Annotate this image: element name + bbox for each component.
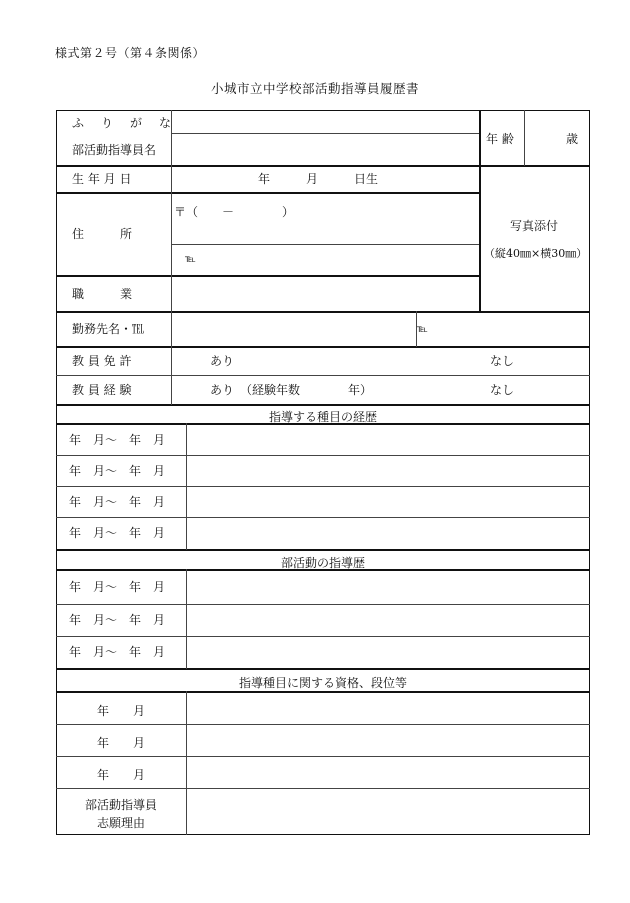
coaching-history-row-1: 年 月～ 年 月 [69,433,166,447]
coaching-history-row-4: 年 月～ 年 月 [69,526,166,540]
line-club-2 [56,636,590,637]
address-tel-divider [171,244,479,245]
line-coaching-3 [56,517,590,518]
line-qual-1 [56,724,590,725]
line-qual-2 [56,756,590,757]
qualification-row-2: 年 月 [96,736,145,750]
line-after-license [56,375,590,376]
line-after-name [56,165,590,167]
experience-yes-option: あり （経験年数 年） [210,383,373,397]
form-number: 様式第２号（第４条関係） [55,46,206,60]
photo-column-divider [479,110,481,312]
photo-label: 写真添付 [510,219,559,233]
line-before-heading-3 [56,668,590,670]
club-history-heading: 部活動の指導歴 [280,556,365,570]
experience-no-option: なし [490,383,515,397]
motivation-label-line1: 部活動指導員 [84,798,157,812]
name-label: 部活動指導員名 [72,143,157,157]
line-before-heading-2 [56,549,590,551]
line-after-experience [56,404,590,406]
teaching-experience-label: 教 員 経 験 [72,383,132,397]
coaching-history-row-2: 年 月～ 年 月 [69,464,166,478]
coaching-history-row-3: 年 月～ 年 月 [69,495,166,509]
club-history-row-1: 年 月～ 年 月 [69,580,166,594]
club-history-row-2: 年 月～ 年 月 [69,613,166,627]
qualification-row-1: 年 月 [96,704,145,718]
furigana-label: ふ り が な [72,116,178,130]
birthdate-label: 生 年 月 日 [72,172,132,186]
club-history-row-3: 年 月～ 年 月 [69,645,166,659]
line-coaching-2 [56,486,590,487]
coaching-column-divider [186,423,187,550]
address-label: 住 所 [72,227,133,241]
line-after-workplace [56,346,590,348]
workplace-label: 勤務先名・℡ [72,322,145,336]
age-label: 年 齢 [486,132,514,146]
line-after-heading-3 [56,691,590,693]
line-after-birth [56,192,480,194]
license-yes-option: あり [210,354,235,368]
line-qual-3 [56,788,590,789]
club-column-divider [186,569,187,669]
occupation-label: 職 業 [72,287,133,301]
coaching-history-heading: 指導する種目の経歴 [268,410,377,424]
label-column-divider-top [171,110,172,405]
qualification-row-3: 年 月 [96,768,145,782]
qualifications-heading: 指導種目に関する資格、段位等 [238,676,407,690]
document-title: 小城市立中学校部活動指導員履歴書 [210,81,419,96]
birthdate-format: 年 月 日生 [258,172,379,186]
age-divider [524,110,525,166]
line-coaching-1 [56,455,590,456]
qual-column-divider [186,691,187,835]
teaching-license-label: 教 員 免 許 [72,354,132,368]
photo-size-label: （縦40㎜×横30㎜） [484,247,588,260]
license-no-option: なし [490,354,515,368]
furigana-divider [171,133,479,134]
postal-code-field: 〒（ － ） [174,205,295,219]
address-tel-label: ℡ [185,254,196,265]
age-unit: 歳 [566,132,579,146]
line-after-address [56,275,480,277]
line-club-1 [56,604,590,605]
line-after-occupation [56,311,590,313]
workplace-tel-label: ℡ [417,324,428,335]
motivation-label-line2: 志願理由 [96,816,145,830]
